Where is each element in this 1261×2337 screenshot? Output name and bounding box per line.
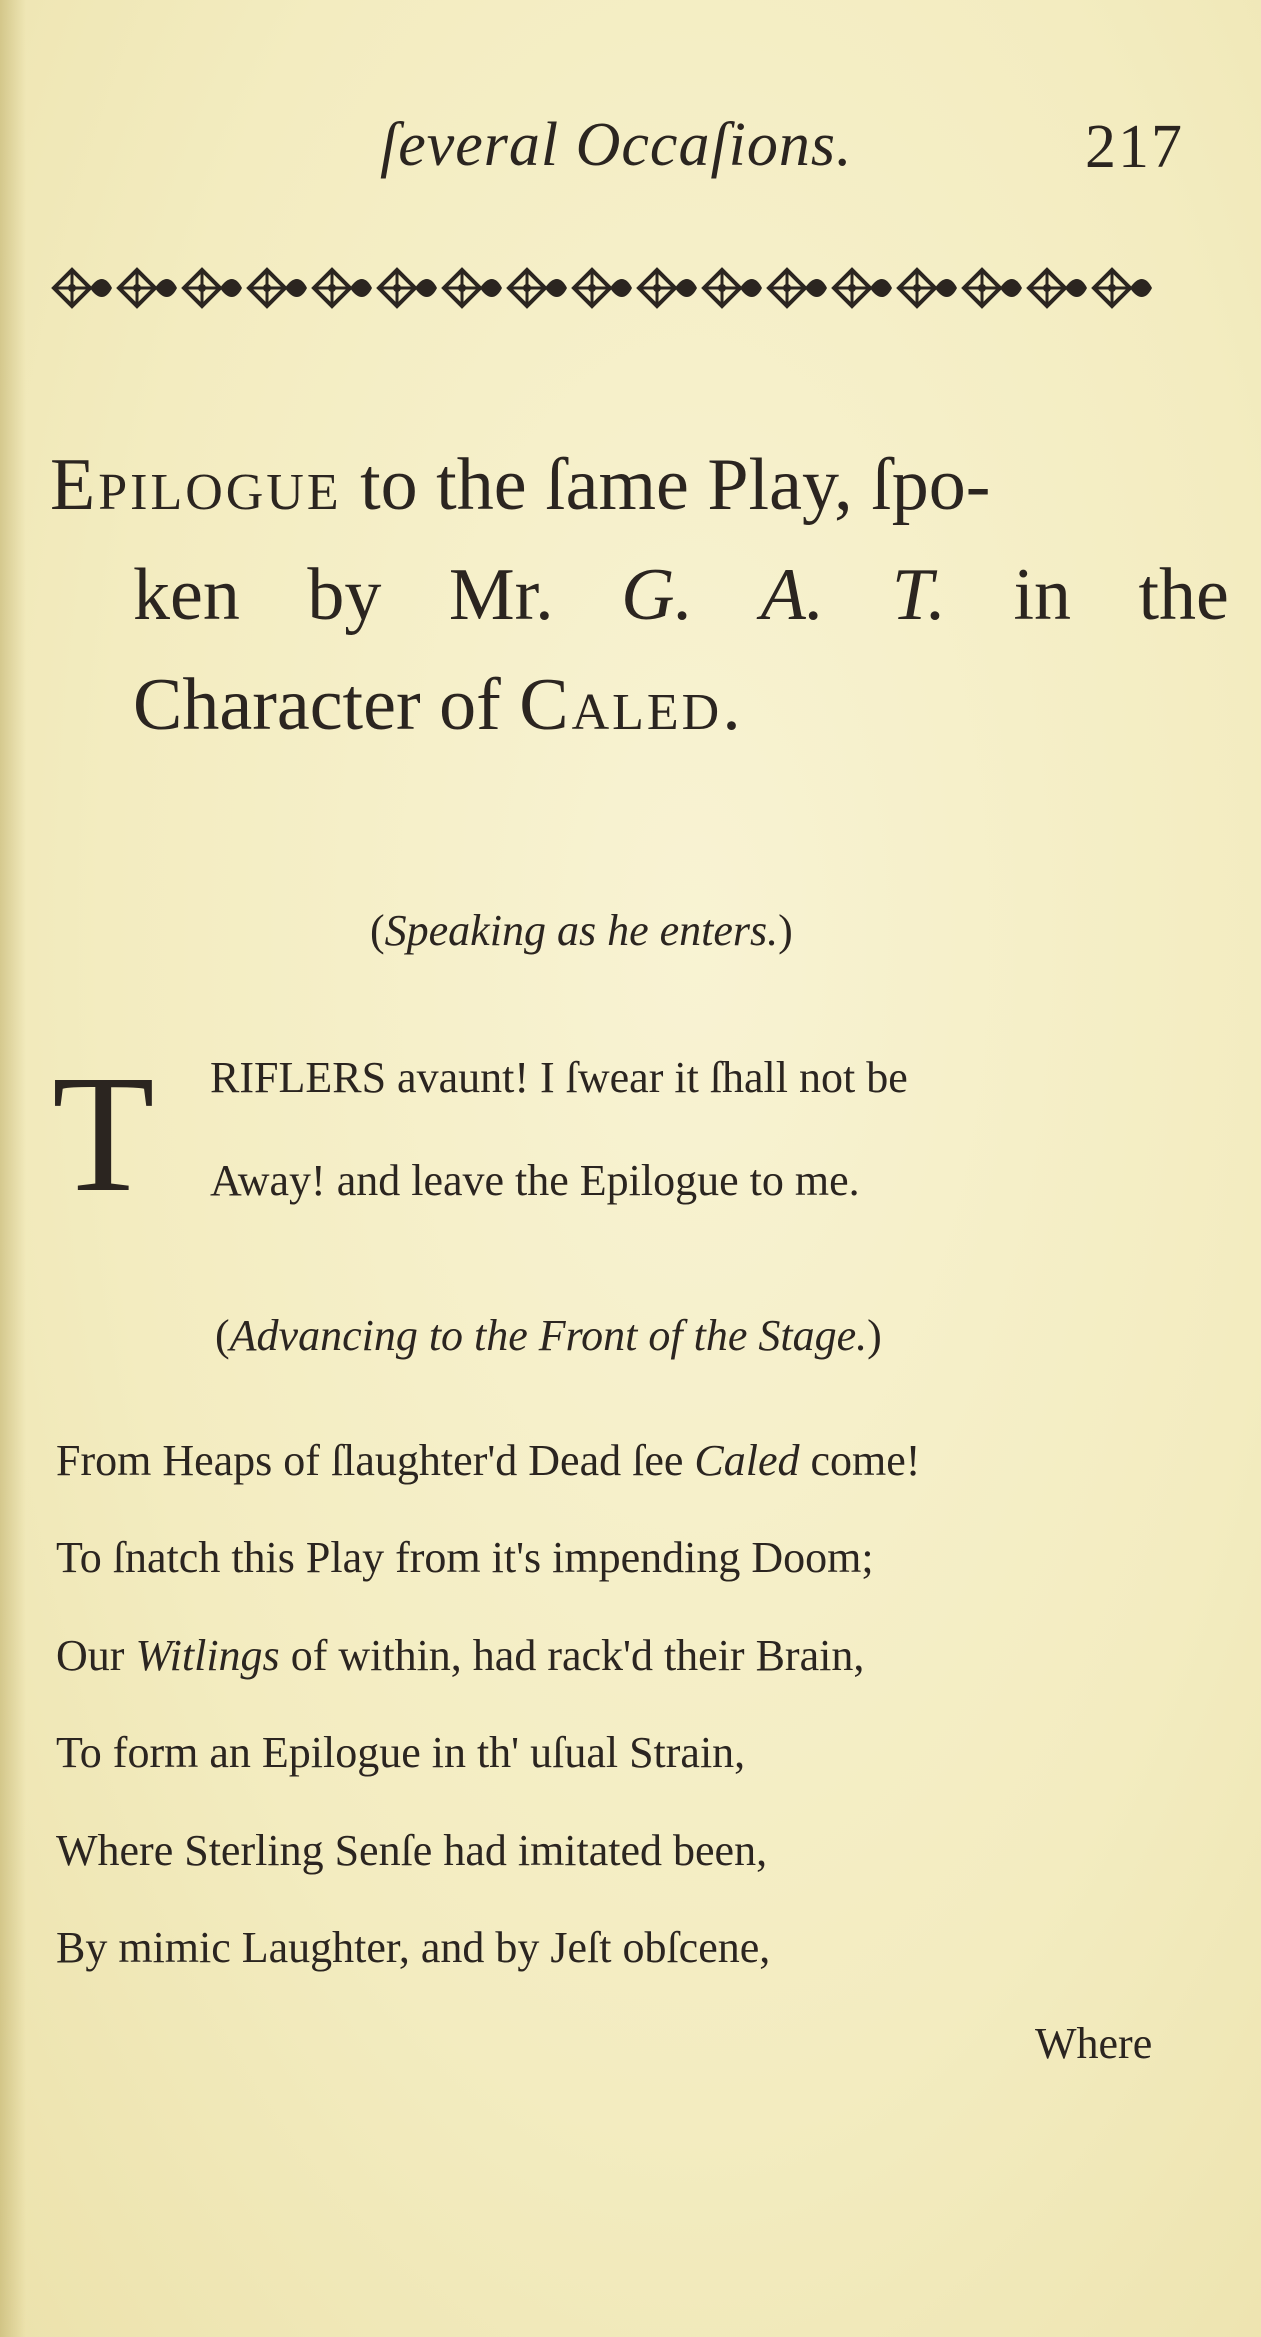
- title-line-1: [50, 430, 1180, 540]
- ornament-motif: [184, 270, 242, 306]
- title-epilogue-word: Epilogue: [50, 444, 342, 526]
- ornament-motif: [574, 270, 632, 306]
- catchword: Where: [1035, 2019, 1153, 2068]
- verse-line-4: To form an Epilogue in th' uſual Strain,: [56, 1728, 746, 1777]
- title-line-1-rest: to the ſame Play, ſpo-: [360, 444, 991, 526]
- ornament-motif: [834, 270, 892, 306]
- ornament-motif: [704, 270, 762, 306]
- ornament-band: [50, 258, 1175, 318]
- stage-direction-text: Advancing to the Front of the Stage.: [229, 1311, 868, 1360]
- stage-direction-text: Speaking as he enters.: [384, 906, 779, 955]
- title-initial-g: G.: [621, 554, 694, 636]
- page-edge-shadow: [0, 0, 26, 2337]
- title-word: ken: [133, 554, 240, 636]
- verse-line-5: Where Sterling Senſe had imitated been,: [56, 1826, 768, 1875]
- ornament-motif: [444, 270, 502, 306]
- ornament-motif: [379, 270, 437, 306]
- title-line-3-prefix: Character of: [133, 664, 501, 746]
- drop-cap: T: [52, 1041, 155, 1227]
- stage-direction-speaking: (Speaking as he enters.): [370, 906, 793, 955]
- epilogue-title: [50, 430, 1229, 760]
- running-title: ſeveral Occaſions.: [380, 111, 853, 179]
- verse-line-2: To ſnatch this Play from it's impending Doom;: [56, 1533, 874, 1582]
- ornament-motif: [54, 270, 112, 306]
- ornament-motif: [1094, 270, 1152, 306]
- verse-text: of within, had rack'd their Brain,: [279, 1631, 865, 1680]
- title-caled-name: Caled.: [519, 664, 744, 746]
- ornament-motif: [314, 270, 372, 306]
- ornament-motif: [899, 270, 957, 306]
- ornament-motif: [509, 270, 567, 306]
- verse-line-6: By mimic Laughter, and by Jeſt obſcene,: [56, 1923, 771, 1972]
- stage-direction-advancing: (Advancing to the Front of the Stage.): [215, 1311, 882, 1360]
- ornament-motif: [769, 270, 827, 306]
- page-number: 217: [1085, 113, 1184, 181]
- ornament-motif: [119, 270, 177, 306]
- title-word: in: [1013, 554, 1072, 636]
- opening-line-2: Away! and leave the Epilogue to me.: [210, 1156, 860, 1205]
- title-word: by: [307, 554, 382, 636]
- title-initial-a: A.: [760, 554, 825, 636]
- verse-word-witlings: Witlings: [135, 1631, 280, 1680]
- ornament-motif: [249, 270, 307, 306]
- ornament-motif: [964, 270, 1022, 306]
- verse-line-3: [56, 1630, 864, 1681]
- verse-text: Our: [56, 1631, 136, 1680]
- title-word: Mr.: [448, 554, 554, 636]
- verse-text: From Heaps of ſlaughter'd Dead ſee: [56, 1436, 695, 1485]
- title-line-2: [50, 540, 1229, 650]
- opening-line-1: RIFLERS avaunt! I ſwear it ſhall not be: [210, 1053, 908, 1102]
- ornament-motif: [639, 270, 697, 306]
- verse-text: come!: [799, 1436, 921, 1485]
- title-word: the: [1138, 554, 1229, 636]
- title-line-3: [50, 650, 1180, 760]
- ornament-motif: [1029, 270, 1087, 306]
- verse-line-1: [56, 1435, 920, 1486]
- title-initial-t: T.: [891, 554, 946, 636]
- verse-name-caled: Caled: [694, 1436, 800, 1485]
